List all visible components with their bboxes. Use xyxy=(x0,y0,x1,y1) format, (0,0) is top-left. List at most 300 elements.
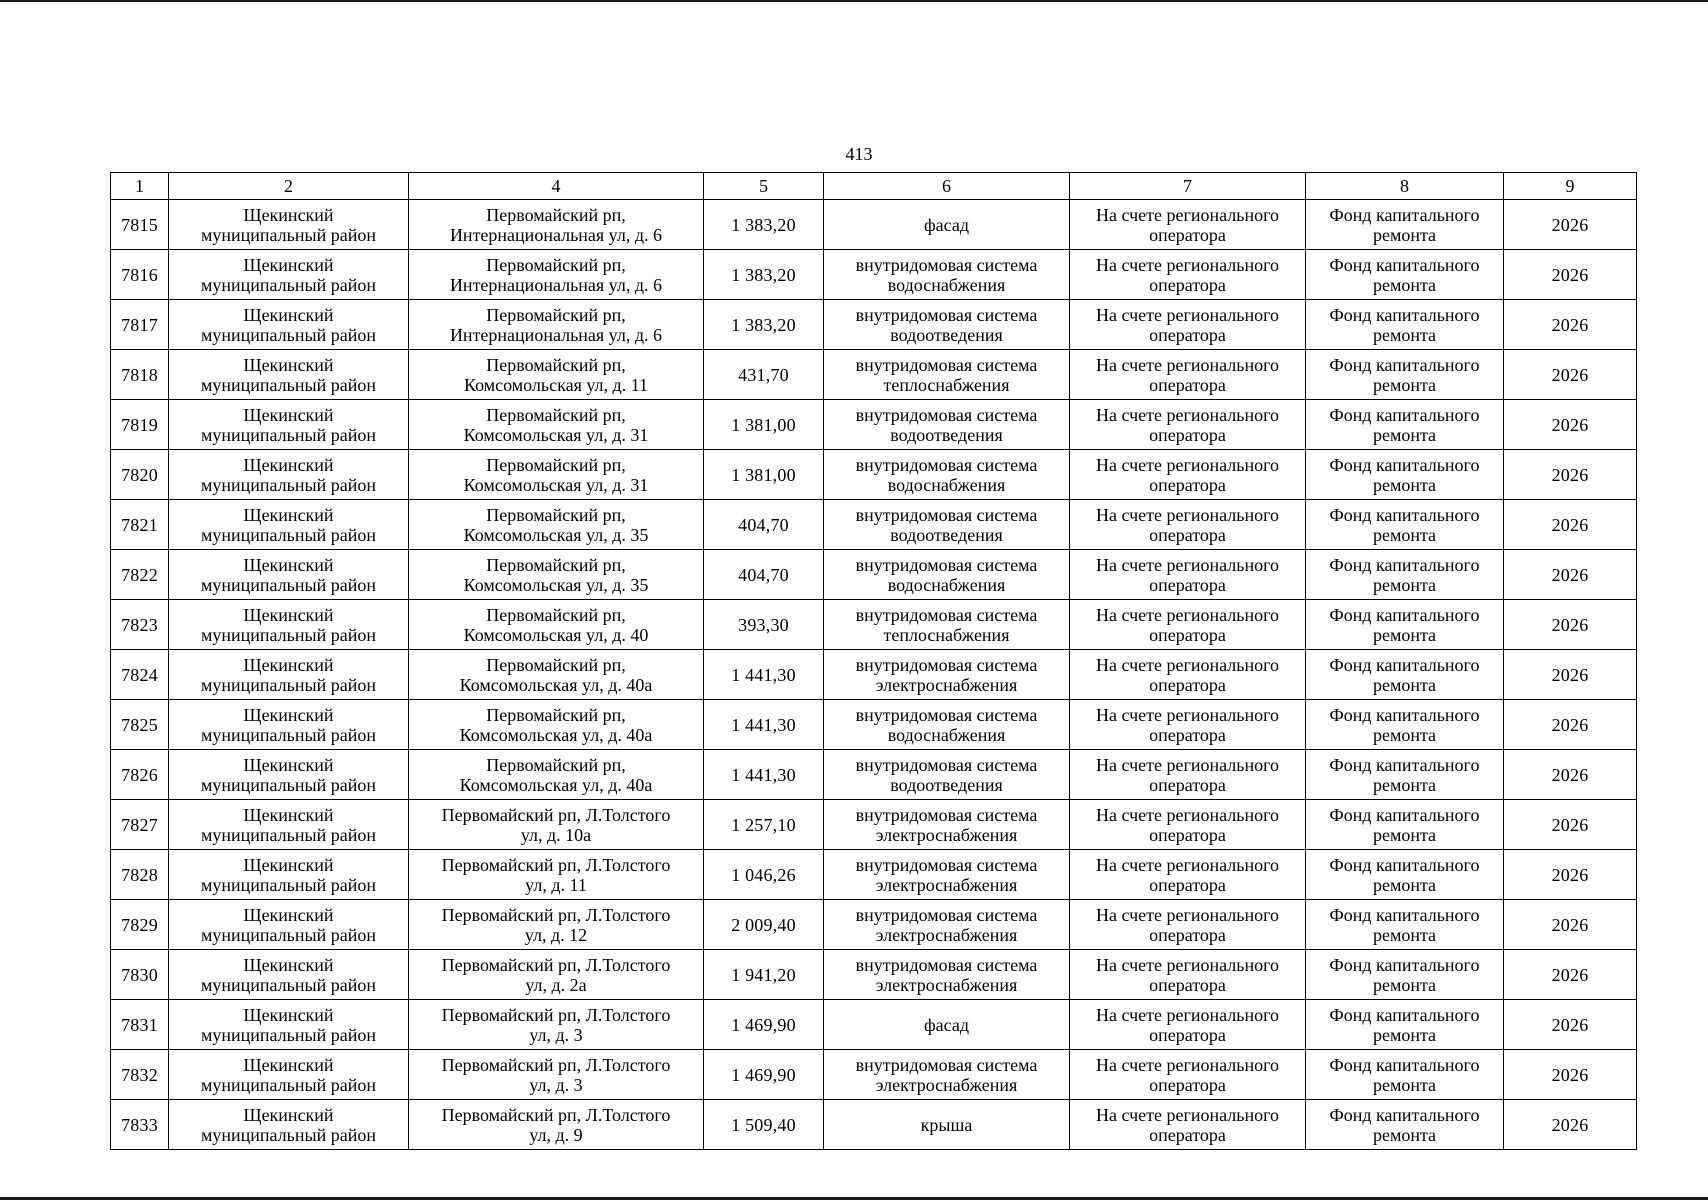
funding-source-cell xyxy=(1306,500,1504,550)
cell-line: На счете регионального xyxy=(1095,905,1280,925)
cell-line: электроснабжения xyxy=(875,1075,1018,1095)
cell-line: Первомайский рп, xyxy=(486,505,626,525)
row-number-cell: 7815 xyxy=(111,200,169,250)
area-cell: 1 383,20 xyxy=(704,300,824,350)
district-cell xyxy=(169,850,409,900)
cell-line: ремонта xyxy=(1372,725,1437,745)
cell-line: внутридомовая система xyxy=(855,455,1038,475)
address-cell xyxy=(409,400,704,450)
year-cell: 2026 xyxy=(1504,600,1637,650)
cell-line: На счете регионального xyxy=(1095,755,1280,775)
cell-line: оператора xyxy=(1149,825,1226,845)
cell-line: Первомайский рп, xyxy=(486,555,626,575)
funding-source-cell xyxy=(1306,300,1504,350)
year-cell: 2026 xyxy=(1504,900,1637,950)
cell-line: Первомайский рп, Л.Толстого xyxy=(441,955,671,975)
cell-line: Фонд капитального xyxy=(1329,655,1480,675)
cell-line: Фонд капитального xyxy=(1329,255,1480,275)
work-type-cell xyxy=(824,1000,1070,1050)
account-cell xyxy=(1070,200,1306,250)
table-row xyxy=(111,400,1637,450)
cell-line: водоснабжения xyxy=(887,575,1006,595)
cell-line: теплоснабжения xyxy=(883,375,1010,395)
area-cell: 1 257,10 xyxy=(704,800,824,850)
cell-line: оператора xyxy=(1149,675,1226,695)
cell-line: муниципальный район xyxy=(200,375,376,395)
cell-line: ул, д. 2а xyxy=(525,975,587,995)
cell-line: ремонта xyxy=(1372,425,1437,445)
cell-line: Фонд капитального xyxy=(1329,805,1480,825)
work-type-cell xyxy=(824,500,1070,550)
district-cell xyxy=(169,750,409,800)
cell-line: муниципальный район xyxy=(200,1075,376,1095)
area-cell: 1 941,20 xyxy=(704,950,824,1000)
row-number-cell: 7829 xyxy=(111,900,169,950)
cell-line: электроснабжения xyxy=(875,675,1018,695)
address-cell xyxy=(409,1050,704,1100)
cell-line: внутридомовая система xyxy=(855,505,1038,525)
cell-line: Щекинский xyxy=(243,755,334,775)
row-number-cell: 7818 xyxy=(111,350,169,400)
funding-source-cell xyxy=(1306,400,1504,450)
account-cell xyxy=(1070,500,1306,550)
address-cell xyxy=(409,500,704,550)
cell-line: Фонд капитального xyxy=(1329,205,1480,225)
district-cell xyxy=(169,400,409,450)
cell-line: внутридомовая система xyxy=(855,1055,1038,1075)
row-number-cell: 7824 xyxy=(111,650,169,700)
cell-line: Первомайский рп, xyxy=(486,205,626,225)
cell-line: муниципальный район xyxy=(200,475,376,495)
cell-line: водоотведения xyxy=(890,425,1003,445)
cell-line: ремонта xyxy=(1372,675,1437,695)
year-cell: 2026 xyxy=(1504,500,1637,550)
cell-line: Щекинский xyxy=(243,205,334,225)
area-cell: 2 009,40 xyxy=(704,900,824,950)
cell-line: Первомайский рп, xyxy=(486,355,626,375)
account-cell xyxy=(1070,300,1306,350)
cell-line: Фонд капитального xyxy=(1329,955,1480,975)
cell-line: электроснабжения xyxy=(875,975,1018,995)
cell-line: внутридомовая система xyxy=(855,655,1038,675)
cell-line: ремонта xyxy=(1372,575,1437,595)
cell-line: водоотведения xyxy=(890,775,1003,795)
address-cell xyxy=(409,750,704,800)
cell-line: теплоснабжения xyxy=(883,625,1010,645)
cell-line: крыша xyxy=(920,1115,973,1135)
cell-line: На счете регионального xyxy=(1095,455,1280,475)
address-cell xyxy=(409,1100,704,1150)
cell-line: Интернациональная ул, д. 6 xyxy=(449,225,663,245)
district-cell xyxy=(169,350,409,400)
cell-line: ремонта xyxy=(1372,525,1437,545)
work-type-cell xyxy=(824,1100,1070,1150)
year-cell: 2026 xyxy=(1504,550,1637,600)
cell-line: ремонта xyxy=(1372,225,1437,245)
cell-line: муниципальный район xyxy=(200,925,376,945)
cell-line: ремонта xyxy=(1372,825,1437,845)
area-cell: 404,70 xyxy=(704,550,824,600)
scan-edge-top xyxy=(0,0,1708,2)
table-row xyxy=(111,300,1637,350)
cell-line: ремонта xyxy=(1372,275,1437,295)
year-cell: 2026 xyxy=(1504,800,1637,850)
account-cell xyxy=(1070,800,1306,850)
cell-line: Щекинский xyxy=(243,1055,334,1075)
funding-source-cell xyxy=(1306,250,1504,300)
cell-line: водоотведения xyxy=(890,525,1003,545)
address-cell xyxy=(409,900,704,950)
funding-source-cell xyxy=(1306,600,1504,650)
table-row xyxy=(111,600,1637,650)
cell-line: Интернациональная ул, д. 6 xyxy=(449,325,663,345)
cell-line: Первомайский рп, xyxy=(486,655,626,675)
area-cell: 1 381,00 xyxy=(704,400,824,450)
cell-line: Щекинский xyxy=(243,355,334,375)
address-cell xyxy=(409,250,704,300)
cell-line: оператора xyxy=(1149,325,1226,345)
cell-line: На счете регионального xyxy=(1095,855,1280,875)
address-cell xyxy=(409,600,704,650)
cell-line: муниципальный район xyxy=(200,825,376,845)
cell-line: водоснабжения xyxy=(887,275,1006,295)
cell-line: Фонд капитального xyxy=(1329,605,1480,625)
district-cell xyxy=(169,450,409,500)
area-cell: 1 441,30 xyxy=(704,750,824,800)
cell-line: внутридомовая система xyxy=(855,905,1038,925)
column-header: 1 xyxy=(111,173,169,200)
header-row xyxy=(111,173,1637,200)
cell-line: оператора xyxy=(1149,625,1226,645)
cell-line: Комсомольская ул, д. 31 xyxy=(463,475,649,495)
table-row xyxy=(111,900,1637,950)
year-cell: 2026 xyxy=(1504,250,1637,300)
cell-line: Фонд капитального xyxy=(1329,1005,1480,1025)
cell-line: Первомайский рп, Л.Толстого xyxy=(441,1105,671,1125)
work-type-cell xyxy=(824,400,1070,450)
cell-line: оператора xyxy=(1149,425,1226,445)
table-row xyxy=(111,250,1637,300)
cell-line: Первомайский рп, xyxy=(486,305,626,325)
cell-line: оператора xyxy=(1149,525,1226,545)
table-row xyxy=(111,650,1637,700)
cell-line: ремонта xyxy=(1372,975,1437,995)
year-cell: 2026 xyxy=(1504,650,1637,700)
cell-line: Комсомольская ул, д. 40а xyxy=(459,725,653,745)
cell-line: Первомайский рп, xyxy=(486,405,626,425)
column-header: 6 xyxy=(824,173,1070,200)
cell-line: ул, д. 3 xyxy=(529,1025,583,1045)
cell-line: На счете регионального xyxy=(1095,255,1280,275)
cell-line: Комсомольская ул, д. 40а xyxy=(459,675,653,695)
cell-line: оператора xyxy=(1149,975,1226,995)
account-cell xyxy=(1070,900,1306,950)
cell-line: Фонд капитального xyxy=(1329,705,1480,725)
cell-line: муниципальный район xyxy=(200,425,376,445)
account-cell xyxy=(1070,400,1306,450)
row-number-cell: 7819 xyxy=(111,400,169,450)
district-cell xyxy=(169,950,409,1000)
cell-line: На счете регионального xyxy=(1095,555,1280,575)
account-cell xyxy=(1070,1100,1306,1150)
cell-line: ремонта xyxy=(1372,375,1437,395)
funding-source-cell xyxy=(1306,650,1504,700)
year-cell: 2026 xyxy=(1504,1050,1637,1100)
district-cell xyxy=(169,500,409,550)
cell-line: Фонд капитального xyxy=(1329,855,1480,875)
cell-line: внутридомовая система xyxy=(855,855,1038,875)
cell-line: оператора xyxy=(1149,1125,1226,1145)
cell-line: ремонта xyxy=(1372,325,1437,345)
cell-line: Щекинский xyxy=(243,1105,334,1125)
address-cell xyxy=(409,650,704,700)
column-header: 2 xyxy=(169,173,409,200)
district-cell xyxy=(169,700,409,750)
cell-line: Комсомольская ул, д. 35 xyxy=(463,525,649,545)
cell-line: Комсомольская ул, д. 35 xyxy=(463,575,649,595)
account-cell xyxy=(1070,1000,1306,1050)
cell-line: Щекинский xyxy=(243,255,334,275)
account-cell xyxy=(1070,350,1306,400)
cell-line: водоснабжения xyxy=(887,725,1006,745)
cell-line: муниципальный район xyxy=(200,725,376,745)
address-cell xyxy=(409,950,704,1000)
cell-line: Первомайский рп, xyxy=(486,755,626,775)
work-type-cell xyxy=(824,850,1070,900)
cell-line: На счете регионального xyxy=(1095,205,1280,225)
cell-line: муниципальный район xyxy=(200,625,376,645)
funding-source-cell xyxy=(1306,350,1504,400)
address-cell xyxy=(409,200,704,250)
work-type-cell xyxy=(824,450,1070,500)
cell-line: Щекинский xyxy=(243,705,334,725)
cell-line: оператора xyxy=(1149,375,1226,395)
area-cell: 1 469,90 xyxy=(704,1050,824,1100)
work-type-cell xyxy=(824,650,1070,700)
cell-line: Фонд капитального xyxy=(1329,505,1480,525)
row-number-cell: 7816 xyxy=(111,250,169,300)
cell-line: Интернациональная ул, д. 6 xyxy=(449,275,663,295)
row-number-cell: 7830 xyxy=(111,950,169,1000)
account-cell xyxy=(1070,250,1306,300)
cell-line: На счете регионального xyxy=(1095,1055,1280,1075)
cell-line: муниципальный район xyxy=(200,225,376,245)
cell-line: На счете регионального xyxy=(1095,1105,1280,1125)
cell-line: Щекинский xyxy=(243,505,334,525)
cell-line: муниципальный район xyxy=(200,875,376,895)
cell-line: Комсомольская ул, д. 11 xyxy=(463,375,649,395)
cell-line: Щекинский xyxy=(243,955,334,975)
cell-line: ул, д. 3 xyxy=(529,1075,583,1095)
funding-source-cell xyxy=(1306,1000,1504,1050)
row-number-cell: 7826 xyxy=(111,750,169,800)
work-type-cell xyxy=(824,200,1070,250)
cell-line: Первомайский рп, xyxy=(486,705,626,725)
year-cell: 2026 xyxy=(1504,1100,1637,1150)
year-cell: 2026 xyxy=(1504,1000,1637,1050)
table-row xyxy=(111,950,1637,1000)
cell-line: внутридомовая система xyxy=(855,255,1038,275)
district-cell xyxy=(169,650,409,700)
cell-line: Щекинский xyxy=(243,905,334,925)
row-number-cell: 7831 xyxy=(111,1000,169,1050)
cell-line: Фонд капитального xyxy=(1329,405,1480,425)
column-header: 7 xyxy=(1070,173,1306,200)
work-type-cell xyxy=(824,1050,1070,1100)
row-number-cell: 7827 xyxy=(111,800,169,850)
area-cell: 1 441,30 xyxy=(704,650,824,700)
column-header: 5 xyxy=(704,173,824,200)
address-cell xyxy=(409,700,704,750)
cell-line: ремонта xyxy=(1372,1075,1437,1095)
district-cell xyxy=(169,550,409,600)
work-type-cell xyxy=(824,700,1070,750)
cell-line: На счете регионального xyxy=(1095,505,1280,525)
work-type-cell xyxy=(824,600,1070,650)
cell-line: Фонд капитального xyxy=(1329,1055,1480,1075)
cell-line: фасад xyxy=(923,215,969,235)
cell-line: Фонд капитального xyxy=(1329,305,1480,325)
funding-source-cell xyxy=(1306,550,1504,600)
cell-line: внутридомовая система xyxy=(855,555,1038,575)
account-cell xyxy=(1070,600,1306,650)
area-cell: 1 509,40 xyxy=(704,1100,824,1150)
row-number-cell: 7823 xyxy=(111,600,169,650)
year-cell: 2026 xyxy=(1504,300,1637,350)
cell-line: фасад xyxy=(923,1015,969,1035)
cell-line: Фонд капитального xyxy=(1329,755,1480,775)
cell-line: На счете регионального xyxy=(1095,1005,1280,1025)
cell-line: оператора xyxy=(1149,1075,1226,1095)
table-row xyxy=(111,1100,1637,1150)
cell-line: Первомайский рп, Л.Толстого xyxy=(441,1055,671,1075)
year-cell: 2026 xyxy=(1504,950,1637,1000)
row-number-cell: 7833 xyxy=(111,1100,169,1150)
cell-line: На счете регионального xyxy=(1095,305,1280,325)
cell-line: ремонта xyxy=(1372,1125,1437,1145)
area-cell: 1 381,00 xyxy=(704,450,824,500)
cell-line: муниципальный район xyxy=(200,775,376,795)
cell-line: ул, д. 9 xyxy=(529,1125,583,1145)
cell-line: Щекинский xyxy=(243,655,334,675)
row-number-cell: 7821 xyxy=(111,500,169,550)
cell-line: Первомайский рп, xyxy=(486,605,626,625)
cell-line: внутридомовая система xyxy=(855,955,1038,975)
cell-line: муниципальный район xyxy=(200,675,376,695)
account-cell xyxy=(1070,550,1306,600)
address-cell xyxy=(409,1000,704,1050)
funding-source-cell xyxy=(1306,900,1504,950)
year-cell: 2026 xyxy=(1504,750,1637,800)
cell-line: Первомайский рп, Л.Толстого xyxy=(441,1005,671,1025)
address-cell xyxy=(409,800,704,850)
column-header: 9 xyxy=(1504,173,1637,200)
account-cell xyxy=(1070,1050,1306,1100)
cell-line: внутридомовая система xyxy=(855,705,1038,725)
cell-line: Первомайский рп, xyxy=(486,255,626,275)
cell-line: Первомайский рп, Л.Толстого xyxy=(441,805,671,825)
cell-line: оператора xyxy=(1149,225,1226,245)
funding-source-cell xyxy=(1306,200,1504,250)
cell-line: внутридомовая система xyxy=(855,355,1038,375)
row-number-cell: 7832 xyxy=(111,1050,169,1100)
area-cell: 431,70 xyxy=(704,350,824,400)
cell-line: муниципальный район xyxy=(200,275,376,295)
cell-line: Первомайский рп, Л.Толстого xyxy=(441,905,671,925)
district-cell xyxy=(169,250,409,300)
funding-source-cell xyxy=(1306,700,1504,750)
funding-source-cell xyxy=(1306,850,1504,900)
area-cell: 393,30 xyxy=(704,600,824,650)
year-cell: 2026 xyxy=(1504,450,1637,500)
cell-line: ремонта xyxy=(1372,875,1437,895)
district-cell xyxy=(169,300,409,350)
work-type-cell xyxy=(824,950,1070,1000)
table-row xyxy=(111,800,1637,850)
register-table xyxy=(110,172,1637,1150)
cell-line: муниципальный район xyxy=(200,1025,376,1045)
cell-line: Щекинский xyxy=(243,555,334,575)
district-cell xyxy=(169,1100,409,1150)
cell-line: оператора xyxy=(1149,275,1226,295)
cell-line: муниципальный район xyxy=(200,975,376,995)
work-type-cell xyxy=(824,550,1070,600)
table-row xyxy=(111,200,1637,250)
funding-source-cell xyxy=(1306,800,1504,850)
cell-line: муниципальный район xyxy=(200,1125,376,1145)
area-cell: 404,70 xyxy=(704,500,824,550)
cell-line: Фонд капитального xyxy=(1329,905,1480,925)
page-number: 413 xyxy=(845,144,873,164)
area-cell: 1 469,90 xyxy=(704,1000,824,1050)
cell-line: оператора xyxy=(1149,1025,1226,1045)
account-cell xyxy=(1070,850,1306,900)
cell-line: Фонд капитального xyxy=(1329,355,1480,375)
cell-line: Щекинский xyxy=(243,605,334,625)
table-row xyxy=(111,850,1637,900)
cell-line: На счете регионального xyxy=(1095,805,1280,825)
table-row xyxy=(111,1000,1637,1050)
cell-line: внутридомовая система xyxy=(855,405,1038,425)
address-cell xyxy=(409,300,704,350)
cell-line: ремонта xyxy=(1372,625,1437,645)
cell-line: оператора xyxy=(1149,475,1226,495)
table-row xyxy=(111,750,1637,800)
account-cell xyxy=(1070,750,1306,800)
account-cell xyxy=(1070,650,1306,700)
cell-line: муниципальный район xyxy=(200,575,376,595)
cell-line: ремонта xyxy=(1372,925,1437,945)
funding-source-cell xyxy=(1306,950,1504,1000)
row-number-cell: 7822 xyxy=(111,550,169,600)
address-cell xyxy=(409,550,704,600)
table-row xyxy=(111,550,1637,600)
table-row xyxy=(111,350,1637,400)
cell-line: водоснабжения xyxy=(887,475,1006,495)
cell-line: муниципальный район xyxy=(200,325,376,345)
column-header: 8 xyxy=(1306,173,1504,200)
year-cell: 2026 xyxy=(1504,350,1637,400)
cell-line: муниципальный район xyxy=(200,525,376,545)
account-cell xyxy=(1070,450,1306,500)
cell-line: электроснабжения xyxy=(875,825,1018,845)
cell-line: Щекинский xyxy=(243,305,334,325)
cell-line: Щекинский xyxy=(243,405,334,425)
cell-line: внутридомовая система xyxy=(855,605,1038,625)
column-header: 4 xyxy=(409,173,704,200)
row-number-cell: 7825 xyxy=(111,700,169,750)
table-row xyxy=(111,450,1637,500)
